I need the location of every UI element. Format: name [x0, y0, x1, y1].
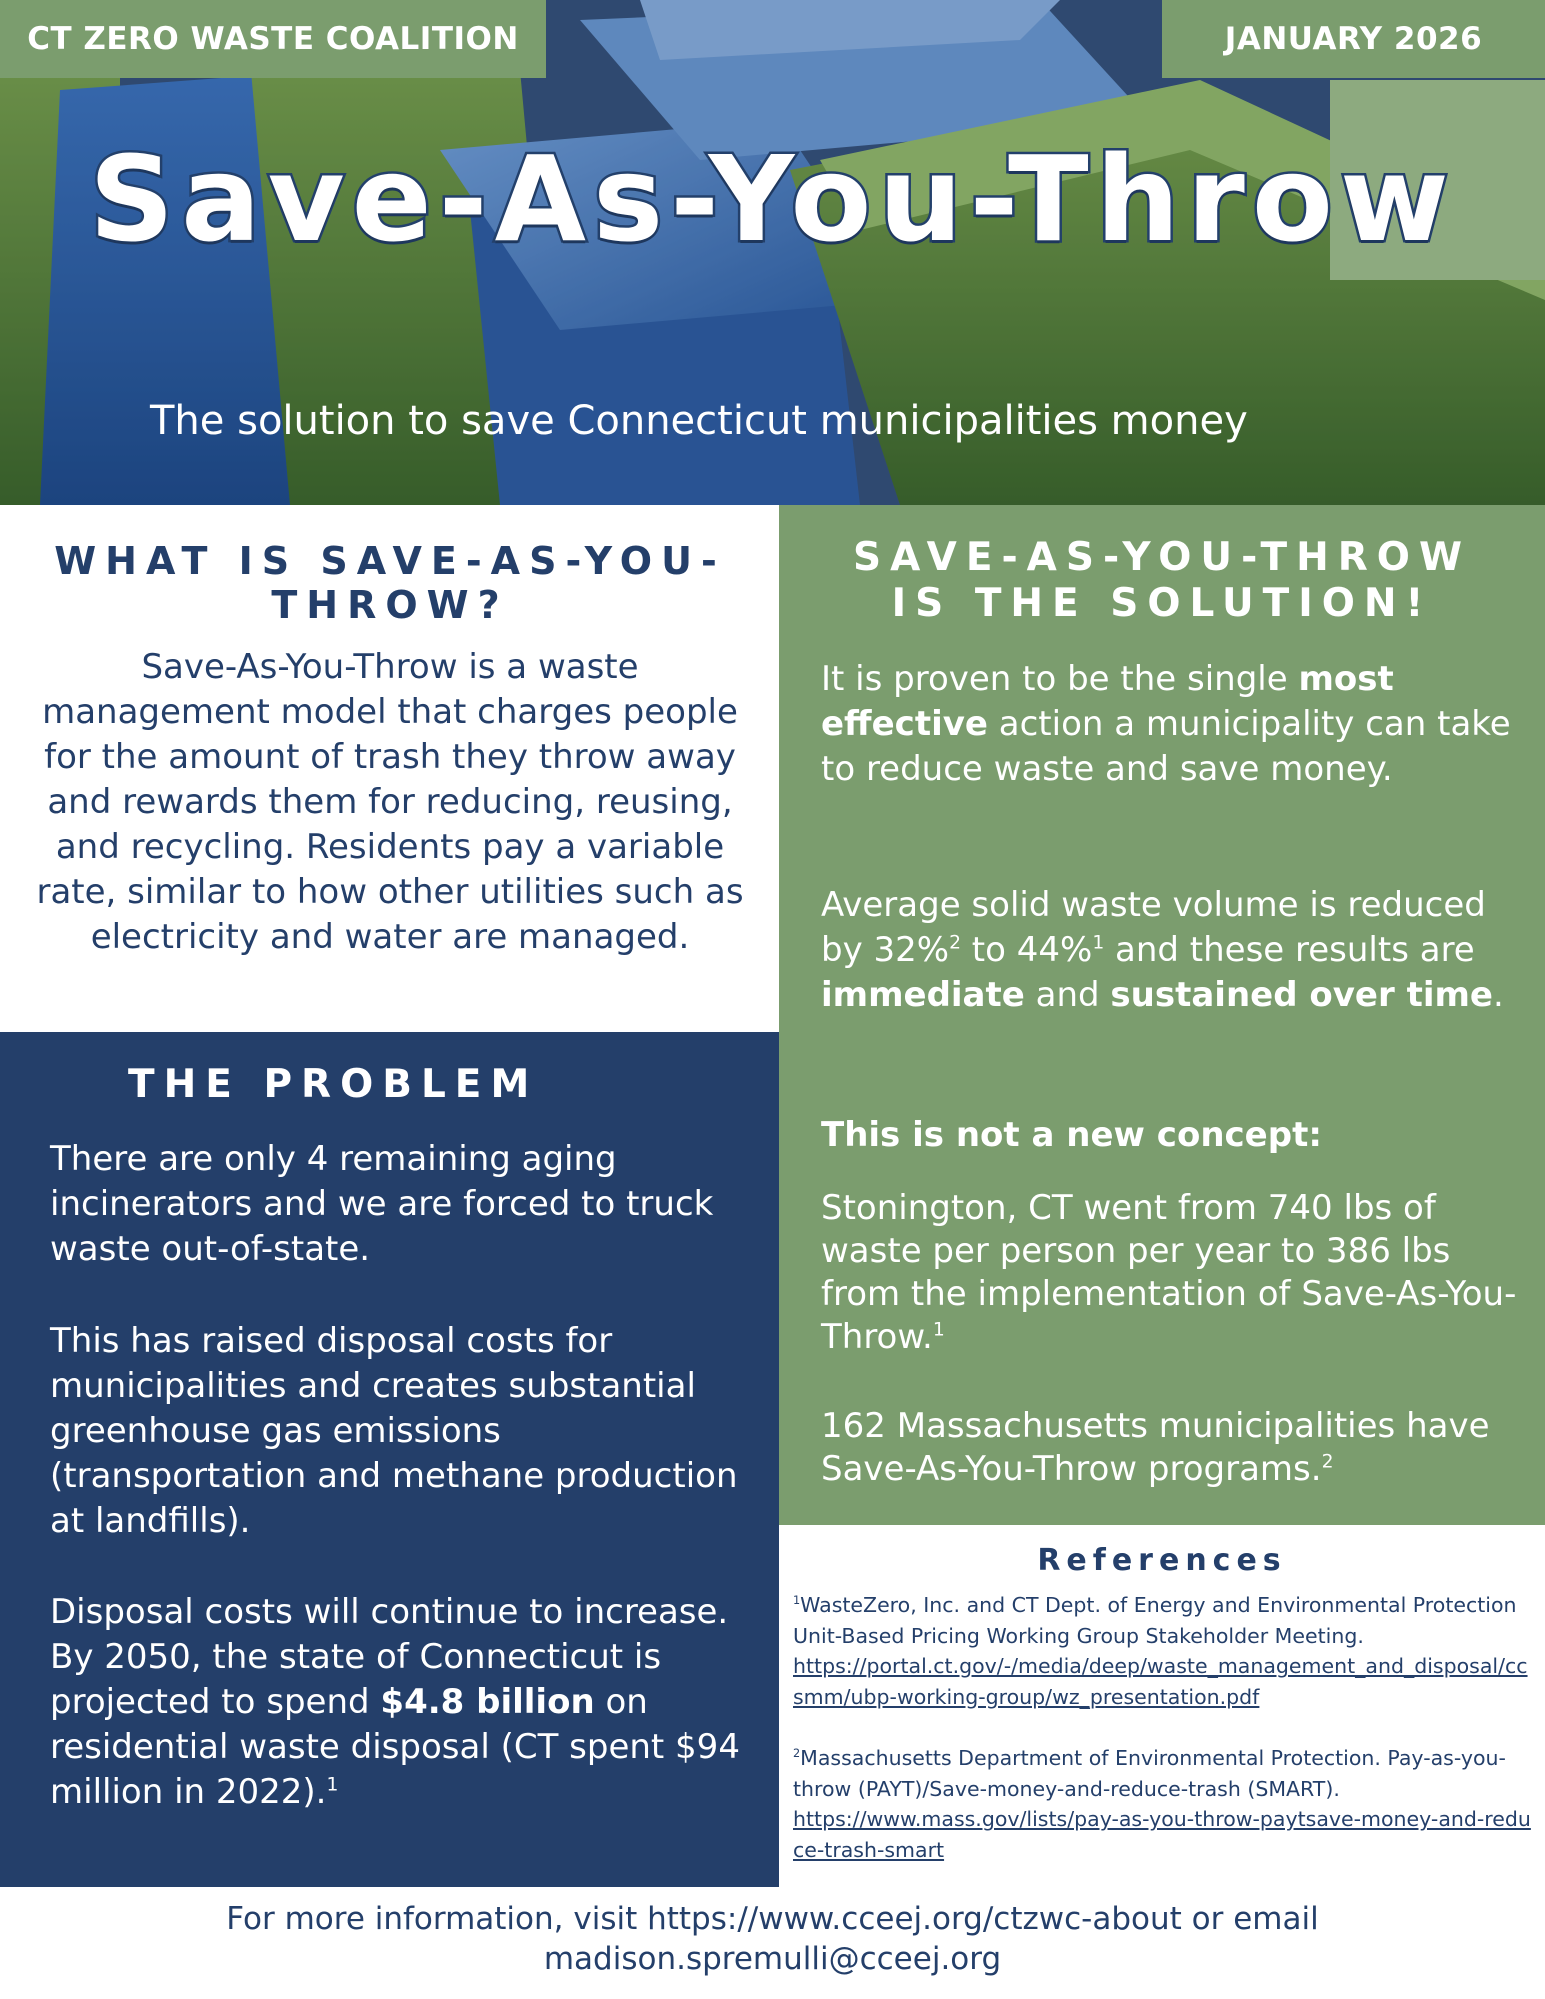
problem-heading: THE PROBLEM [128, 1062, 539, 1107]
solution-paragraph-1 [821, 657, 1521, 792]
what-is-section [0, 505, 779, 1032]
s2-text-d: and [1024, 975, 1111, 1015]
solution-heading-line-1: SAVE-AS-YOU-THROW [853, 535, 1471, 580]
what-is-body: Save-As-You-Throw is a waste management model that charges people for the amount of trash they throw away and rewards them for reducing, reusing, and recycling. Residents pay a variable rate, similar to how other utilities such as electricity and water are managed. [36, 647, 744, 957]
problem-p3-bold: $4.8 billion [380, 1682, 595, 1722]
page-subtitle: The solution to save Connecticut municipalities money [150, 398, 1248, 444]
footnote-marker: 1 [793, 1594, 801, 1608]
solution-paragraph-3: This is not a new concept: [821, 1115, 1322, 1155]
s2-text-a: Average solid waste volume is reduced by 32% [821, 885, 1486, 970]
footnote-marker: 1 [326, 1774, 339, 1796]
problem-paragraph-2: This has raised disposal costs for municipalities and creates substantial greenhouse gas emissions (transportation and methane production at landfills). [50, 1321, 738, 1541]
page-title: Save-As-You-Throw [89, 130, 1456, 268]
reference-1 [793, 1590, 1533, 1712]
s2-text-b: to 44% [960, 930, 1093, 970]
references-heading: References [1037, 1543, 1287, 1578]
footnote-marker: 2 [949, 932, 961, 954]
solution-heading [779, 535, 1545, 627]
reference-2 [793, 1743, 1533, 1865]
s2-bold-1: immediate [821, 975, 1025, 1015]
problem-paragraph-3 [50, 1590, 750, 1815]
references-section [779, 1525, 1545, 1887]
s1-text-a: It is proven to be the single [821, 659, 1299, 699]
date-tag: JANUARY 2026 [1162, 0, 1545, 78]
solution-heading-line-2: IS THE SOLUTION! [891, 581, 1433, 626]
footnote-marker: 2 [1321, 1451, 1334, 1473]
solution-paragraph-2 [821, 883, 1521, 1018]
solution-paragraph-4 [821, 1187, 1521, 1359]
org-tag: CT ZERO WASTE COALITION [0, 0, 546, 78]
problem-paragraph-1: There are only 4 remaining aging incinerators and we are forced to truck waste out-of-state. [50, 1139, 714, 1269]
s5-text: 162 Massachusetts municipalities have Save-As-You-Throw programs. [821, 1406, 1490, 1489]
solution-paragraph-5 [821, 1405, 1521, 1491]
problem-p3-text-a: Disposal costs will continue to increase. By 2050, the state of Connecticut is projected to spend [50, 1592, 729, 1722]
s4-text: Stonington, CT went from 740 lbs of waste per person per year to 386 lbs from the implementation of Save-As-You-Throw. [821, 1188, 1517, 1357]
reference-1-text: WasteZero, Inc. and CT Dept. of Energy and Environmental Protection Unit-Based Pricing Working Group Stakeholder Meeting. [793, 1593, 1517, 1648]
problem-p3-text-b: on residential waste disposal (CT spent $94 million in 2022). [50, 1682, 740, 1812]
problem-section [0, 1032, 779, 1887]
s2-text-e: . [1492, 975, 1504, 1015]
s2-bold-2: sustained over time [1110, 975, 1493, 1015]
footnote-marker: 2 [793, 1747, 801, 1761]
hero-banner [0, 0, 1545, 505]
s2-text-c: and these results are [1104, 930, 1475, 970]
solution-section [779, 505, 1545, 1525]
what-is-heading: WHAT IS SAVE-AS-YOU-THROW? [54, 539, 726, 627]
reference-1-link[interactable]: https://portal.ct.gov/-/media/deep/waste_management_and_disposal/ccsmm/ubp-working-group/wz_presentation.pdf [793, 1654, 1528, 1709]
footer-contact: For more information, visit https://www.cceej.org/ctzwc-about or email madison.spremulli@cceej.org [0, 1887, 1545, 1999]
reference-2-text: Massachusetts Department of Environmental Protection. Pay-as-you-throw (PAYT)/Save-money-and-reduce-trash (SMART). [793, 1746, 1506, 1801]
footnote-marker: 1 [932, 1319, 945, 1341]
s1-bold: most effective [821, 659, 1394, 744]
s1-text-b: action a municipality can take to reduce waste and save money. [821, 704, 1511, 789]
reference-2-link[interactable]: https://www.mass.gov/lists/pay-as-you-throw-paytsave-money-and-reduce-trash-smart [793, 1807, 1531, 1862]
footnote-marker: 1 [1092, 932, 1105, 954]
